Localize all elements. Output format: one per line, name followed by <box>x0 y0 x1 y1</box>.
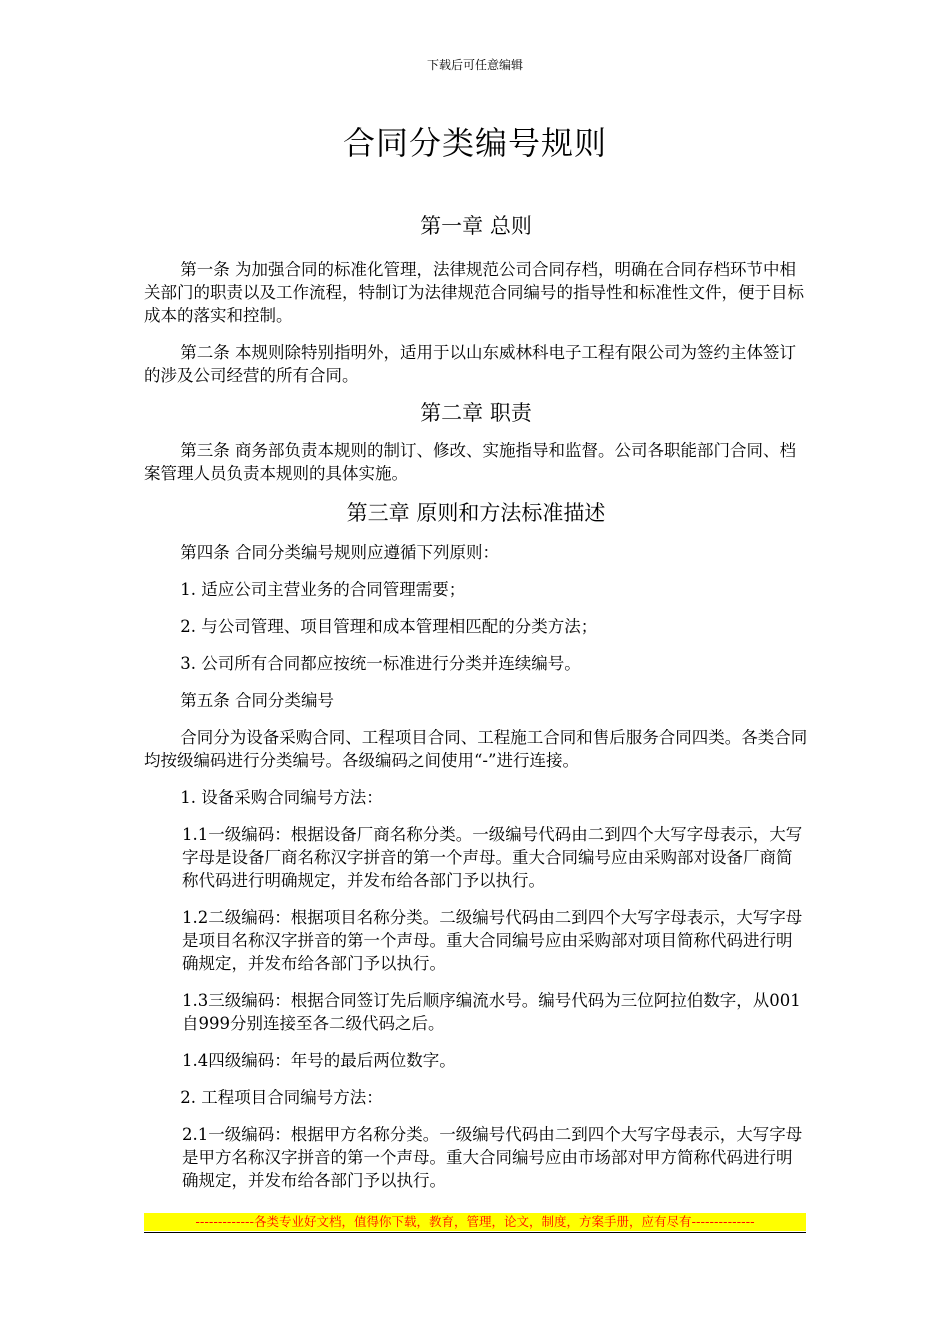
document-body <box>144 210 808 1192</box>
footer-banner: -------------各类专业好文档，值得你下载，教育，管理，论文，制度，方案手册，应有尽有-------------- <box>144 1213 806 1231</box>
chapter-heading: 第一章 总则 <box>420 214 532 238</box>
rule-paragraph: 1.1一级编码：根据设备厂商名称分类。一级编号代码由二到四个大写字母表示，大写字母是设备厂商名称汉字拼音的第一个声母。重大合同编号应由采购部对设备厂商简称代码进行明确规定，并发布给各部门予以执行。 <box>182 825 803 890</box>
document-title: 合同分类编号规则 <box>342 124 607 162</box>
article-3: 第三条 商务部负责本规则的制订、修改、实施指导和监督。公司各职能部门合同、档案管理人员负责本规则的具体实施。 <box>144 441 797 483</box>
article-4: 第四条 合同分类编号规则应遵循下列原则： <box>180 543 500 562</box>
principle-item: 1. 适应公司主营业务的合同管理需要； <box>180 580 466 599</box>
rule-paragraph: 1.4四级编码：年号的最后两位数字。 <box>182 1051 456 1070</box>
chapter-heading: 第三章 原则和方法标准描述 <box>346 501 606 525</box>
article-2: 第二条 本规则除特别指明外，适用于以山东威林科电子工程有限公司为签约主体签订的涉及公司经营的所有合同。 <box>144 343 797 385</box>
rule-paragraph: 2.1一级编码：根据甲方名称分类。一级编号代码由二到四个大写字母表示，大写字母是甲方名称汉字拼音的第一个声母。重大合同编号应由市场部对甲方简称代码进行明确规定，并发布给各部门予以执行。 <box>182 1125 803 1190</box>
footer-divider <box>144 1232 806 1233</box>
rule-paragraph: 1.2二级编码：根据项目名称分类。二级编号代码由二到四个大写字母表示，大写字母是项目名称汉字拼音的第一个声母。重大合同编号应由采购部对项目简称代码进行明确规定，并发布给各部门予以执行。 <box>182 908 803 973</box>
section-heading: 1. 设备采购合同编号方法： <box>180 788 383 807</box>
classification-intro: 合同分为设备采购合同、工程项目合同、工程施工合同和售后服务合同四类。各类合同均按级编码进行分类编号。各级编码之间使用“-”进行连接。 <box>144 728 808 770</box>
principle-item: 2. 与公司管理、项目管理和成本管理相匹配的分类方法； <box>180 617 598 636</box>
article-5: 第五条 合同分类编号 <box>180 691 335 710</box>
principle-item: 3. 公司所有合同都应按统一标准进行分类并连续编号。 <box>180 654 581 673</box>
article-1: 第一条 为加强合同的标准化管理，法律规范公司合同存档，明确在合同存档环节中相关部门的职责以及工作流程，特制订为法律规范合同编号的指导性和标准性文件，便于目标成本的落实和控制。 <box>144 260 804 325</box>
rule-paragraph: 1.3三级编码：根据合同签订先后顺序编流水号。编号代码为三位阿拉伯数字，从001自999分别连接至各二级代码之后。 <box>182 991 801 1033</box>
chapter-heading: 第二章 职责 <box>420 401 532 425</box>
section-heading: 2. 工程项目合同编号方法： <box>180 1088 383 1107</box>
page-header-note: 下载后可任意编辑 <box>426 58 523 72</box>
